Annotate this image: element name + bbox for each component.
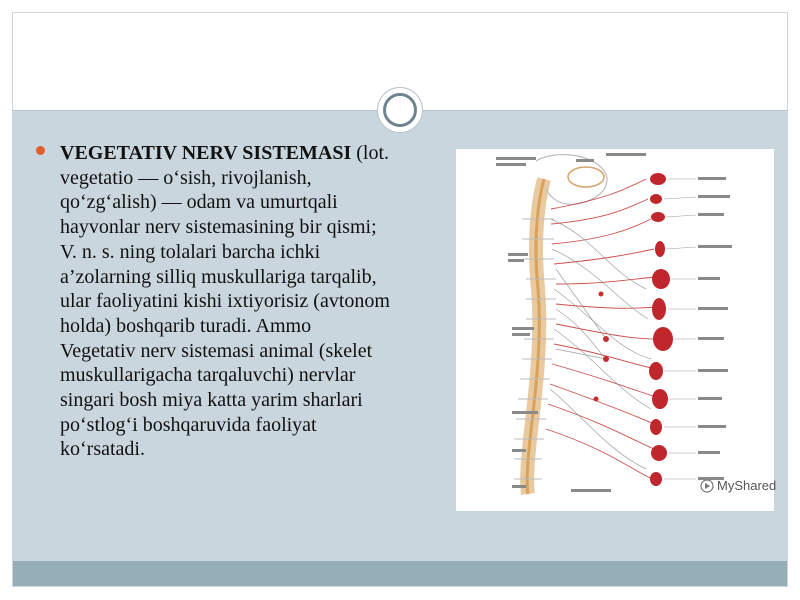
term-heading: VEGETATIV NERV SISTEMASI <box>60 142 352 164</box>
nervous-system-diagram <box>456 149 777 511</box>
footer-bar <box>13 561 787 586</box>
bullet-icon <box>36 146 45 155</box>
definition-text: (lot. vegetatio — o‘sish, rivojlanish, qo‘zg‘alish) — odam va umurtqali hayvonlar nerv sistemasining bir qismi; V. n. s. ning tolalari barcha ichki a’zolarning silliq muskullariga tarqalib, ular faoliyatini kishi ixtiyorisiz (avtonom holda) boshqarib turadi. Ammo Vegetativ nerv sistemasi animal (skelet muskullarigacha tarqaluvchi) nervlar singari bosh miya katta yarim sharlari po‘stlog‘i boshqaruvida faoliyat ko‘rsatadi. <box>60 142 390 461</box>
watermark-text: MyShared <box>717 478 777 493</box>
definition-paragraph <box>60 141 390 462</box>
nervous-system-illustration <box>456 149 777 511</box>
play-logo-icon <box>700 479 714 493</box>
circle-ornament-icon <box>377 87 423 133</box>
watermark <box>700 478 776 493</box>
